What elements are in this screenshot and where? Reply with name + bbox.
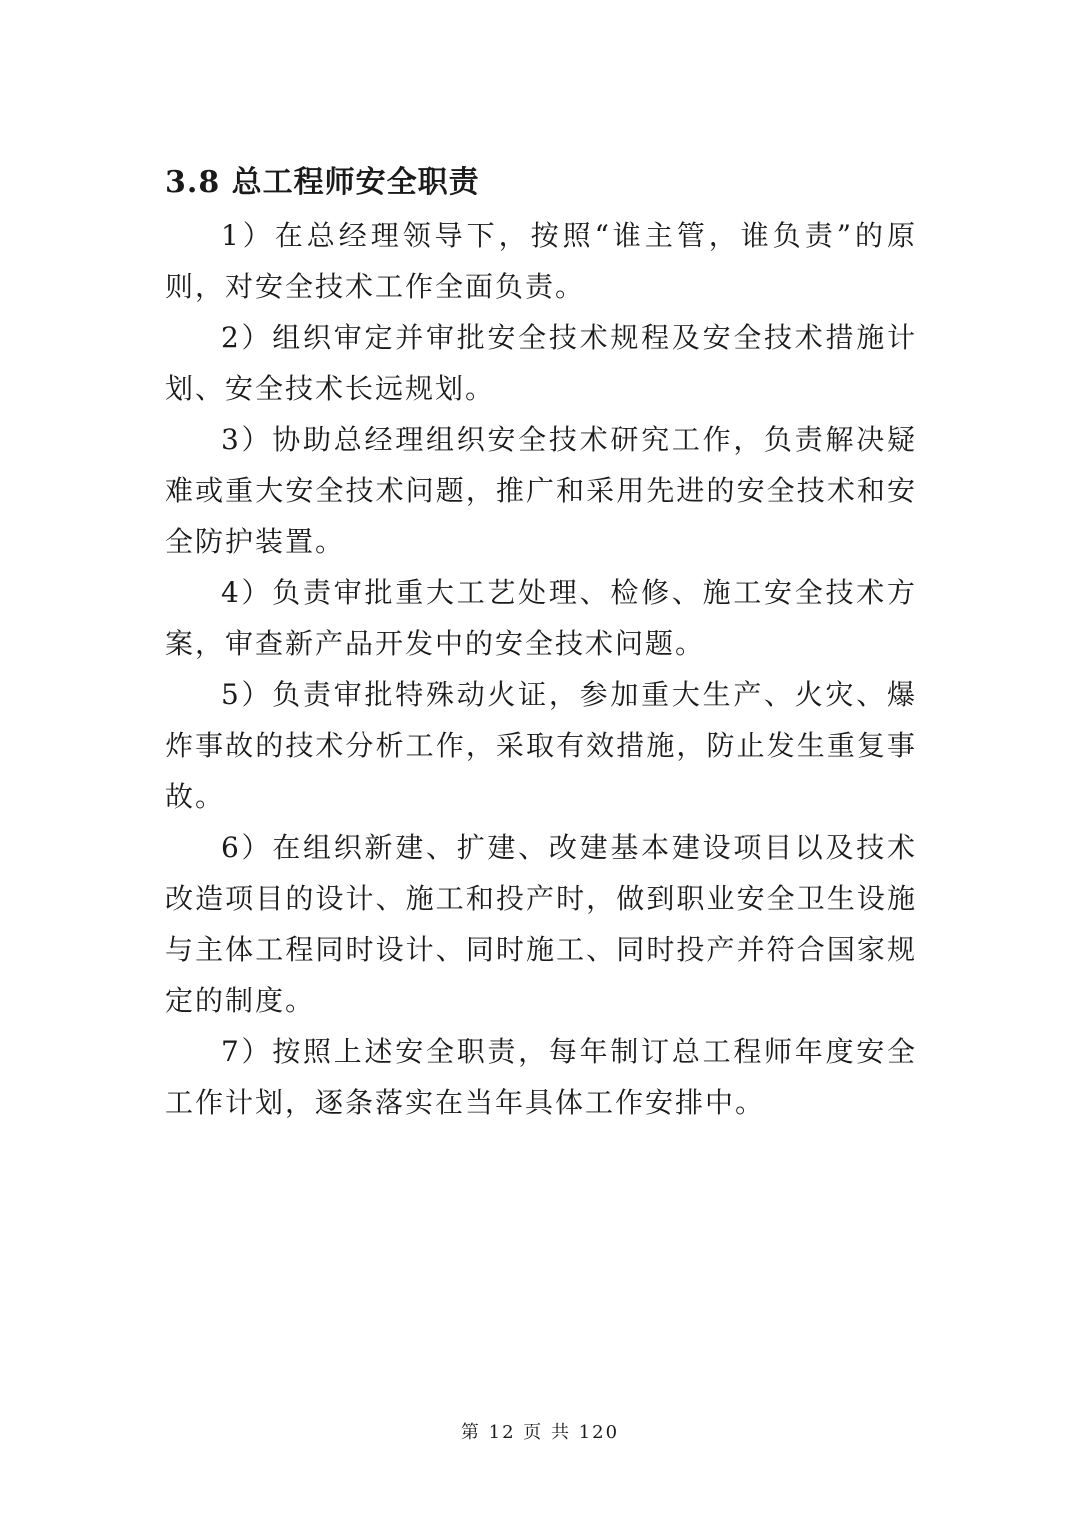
duty-item-7: 7）按照上述安全职责，每年制订总工程师年度安全工作计划，逐条落实在当年具体工作安排中。 [165,1035,917,1119]
section-heading: 3.8 总工程师安全职责 [165,165,480,200]
section-body [165,160,917,1128]
duty-item-3: 3）协助总经理组织安全技术研究工作，负责解决疑难或重大安全技术问题，推广和采用先进的安全技术和安全防护装置。 [165,423,917,558]
duty-item-5: 5）负责审批特殊动火证，参加重大生产、火灾、爆炸事故的技术分析工作，采取有效措施，防止发生重复事故。 [165,678,917,813]
page-number: 第 12 页 共 120 [460,1422,620,1443]
duty-item-1: 1）在总经理领导下，按照“谁主管，谁负责”的原则，对安全技术工作全面负责。 [165,219,917,303]
duty-item-6: 6）在组织新建、扩建、改建基本建设项目以及技术改造项目的设计、施工和投产时，做到职业安全卫生设施与主体工程同时设计、同时施工、同时投产并符合国家规定的制度。 [165,831,917,1017]
duty-item-4: 4）负责审批重大工艺处理、检修、施工安全技术方案，审查新产品开发中的安全技术问题。 [165,576,917,660]
duty-item-2: 2）组织审定并审批安全技术规程及安全技术措施计划、安全技术长远规划。 [165,321,917,405]
